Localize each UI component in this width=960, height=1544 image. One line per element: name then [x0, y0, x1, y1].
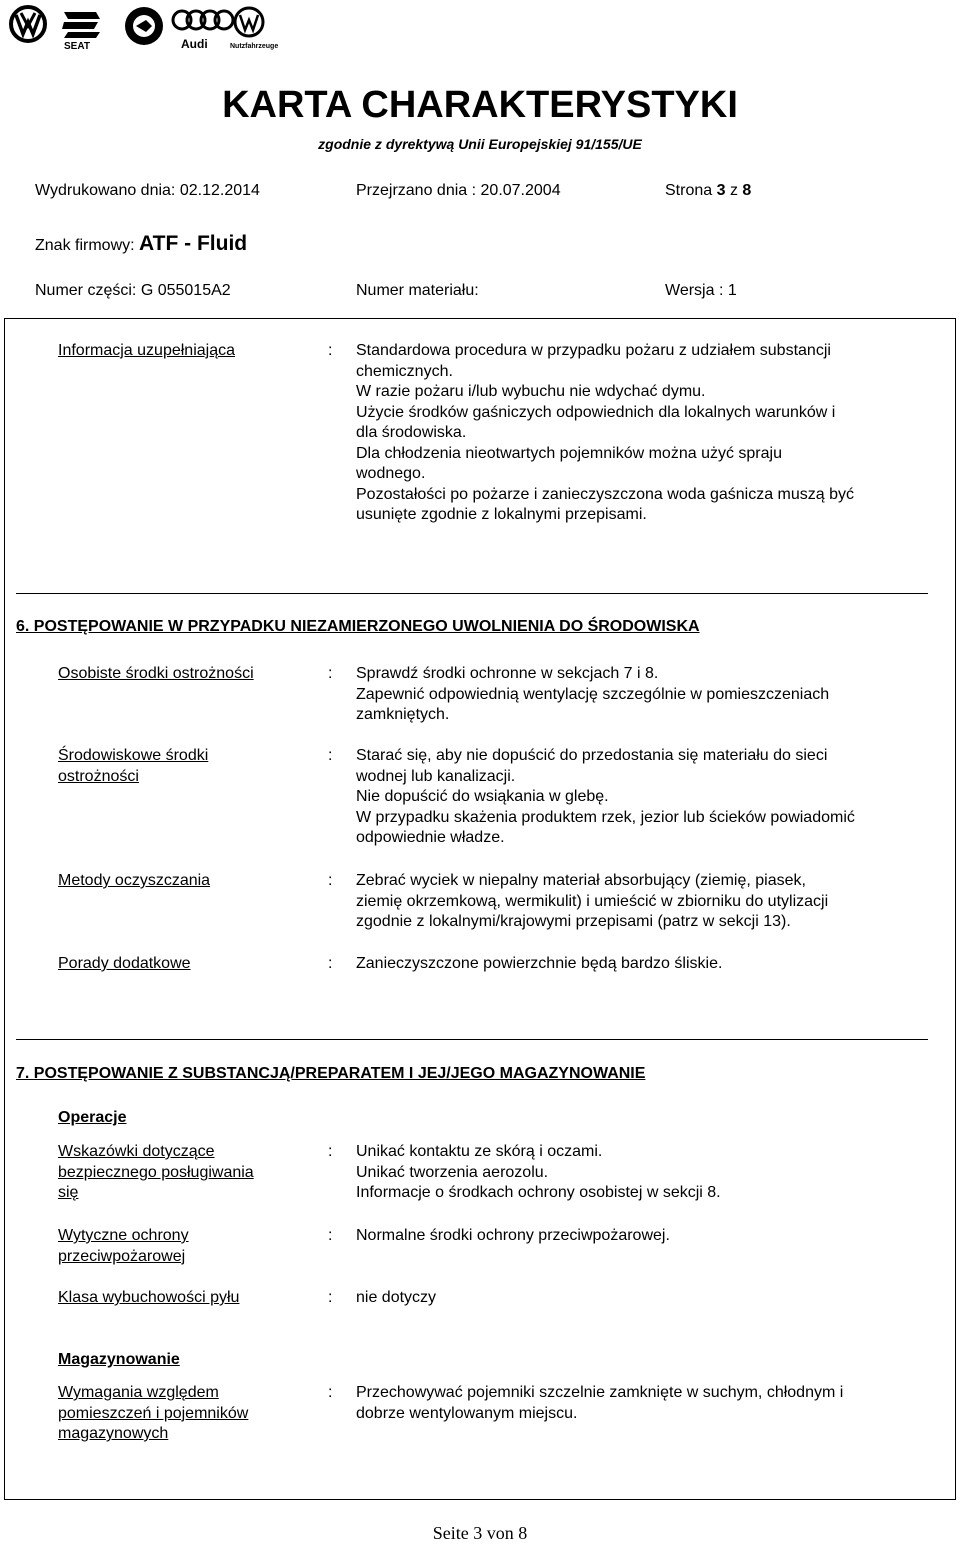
supplementary-label: Informacja uzupełniająca — [58, 342, 235, 359]
printed-label: Wydrukowano dnia: — [35, 182, 176, 199]
vw-commercial-logo-icon — [230, 8, 278, 50]
page-footer: Seite 3 von 8 — [432, 1523, 528, 1543]
text-line: chemicznych. — [356, 362, 453, 380]
environmental-precautions-text — [356, 746, 926, 849]
text-line: zgodnie z lokalnymi/krajowymi przepisami (patrz w sekcji 13). — [356, 913, 791, 930]
personal-precautions-label: Osobiste środki ostrożności — [58, 665, 254, 682]
text-line: Unikać tworzenia aerozolu. — [356, 1163, 549, 1181]
printed-date-field — [35, 182, 260, 200]
colon: : — [328, 1227, 333, 1244]
text-line: Informacje o środkach ochrony osobistej w sekcji 8. — [356, 1184, 721, 1201]
text-line: Dla chłodzenia nieotwartych pojemników można użyć spraju — [356, 444, 782, 462]
reviewed-label: Przejrzano dnia : — [356, 182, 477, 199]
storage-heading: Magazynowanie — [58, 1351, 180, 1368]
part-value: G 055015A2 — [140, 282, 231, 299]
logo-strip — [6, 4, 279, 52]
page-number: 3 — [716, 182, 726, 199]
material-number-field — [356, 282, 479, 300]
version-value: 1 — [727, 282, 737, 299]
dust-explosion-class-text — [356, 1288, 926, 1309]
text-line: wodnej lub kanalizacji. — [356, 767, 516, 785]
brand-label: Znak firmowy: — [35, 237, 135, 254]
text-line: Przechowywać pojemniki szczelnie zamknięte w suchym, chłodnym i — [356, 1384, 844, 1401]
text-line: Nie dopuścić do wsiąkania w glebę. — [356, 788, 609, 805]
printed-date: 02.12.2014 — [179, 182, 260, 199]
document-title: KARTA CHARAKTERYSTYKI — [222, 84, 738, 126]
svg-text:Nutzfahrzeuge: Nutzfahrzeuge — [230, 43, 279, 50]
text-line: zamkniętych. — [356, 706, 450, 723]
skoda-logo-icon — [125, 7, 163, 45]
label-line: Wskazówki dotyczące — [58, 1143, 215, 1160]
reviewed-date: 20.07.2004 — [480, 182, 561, 199]
text-line: wodnego. — [356, 465, 426, 482]
page-total: 8 — [742, 182, 752, 199]
text-line: Zapewnić odpowiednią wentylację szczególnie w pomieszczeniach — [356, 685, 830, 703]
additional-advice-label: Porady dodatkowe — [58, 955, 191, 972]
label-line: bezpiecznego posługiwania — [58, 1163, 254, 1181]
cleanup-methods-text — [356, 871, 926, 933]
colon: : — [328, 955, 333, 972]
section-6-title: 6. POSTĘPOWANIE W PRZYPADKU NIEZAMIERZONEGO UWOLNIENIA DO ŚRODOWISKA — [16, 618, 700, 635]
seat-logo-icon — [62, 12, 100, 52]
fire-protection-text — [356, 1226, 926, 1247]
dust-explosion-class-label: Klasa wybuchowości pyłu — [58, 1289, 240, 1306]
label-line: przeciwpożarowej — [58, 1247, 186, 1265]
safe-handling-label — [58, 1142, 254, 1204]
additional-advice-text — [356, 954, 926, 975]
supplementary-text — [356, 341, 926, 526]
svg-text:SEAT: SEAT — [64, 41, 90, 52]
storage-requirements-text — [356, 1383, 926, 1424]
part-number-field — [35, 282, 231, 300]
text-line: dla środowiska. — [356, 424, 467, 441]
text-line: nie dotyczy — [356, 1289, 437, 1306]
label-line: pomieszczeń i pojemników — [58, 1404, 249, 1422]
document-subtitle: zgodnie z dyrektywą Unii Europejskiej 91/155/UE — [318, 136, 642, 152]
text-line: Zanieczyszczone powierzchnie będą bardzo śliskie. — [356, 955, 723, 972]
text-line: usunięte zgodnie z lokalnymi przepisami. — [356, 506, 647, 523]
label-line: się — [58, 1184, 79, 1201]
text-line: Normalne środki ochrony przeciwpożarowej. — [356, 1227, 670, 1244]
label-line: Wytyczne ochrony — [58, 1227, 189, 1244]
material-label: Numer materiału: — [356, 282, 479, 299]
section-divider — [16, 593, 928, 594]
operations-heading: Operacje — [58, 1109, 127, 1126]
vw-logo-icon — [11, 7, 45, 41]
text-line: odpowiednie władze. — [356, 829, 505, 846]
version-label: Wersja : — [665, 282, 724, 299]
storage-requirements-label — [58, 1383, 248, 1445]
part-label: Numer części: — [35, 282, 137, 299]
cleanup-methods-label: Metody oczyszczania — [58, 872, 211, 889]
label-line: magazynowych — [58, 1425, 169, 1442]
text-line: dobrze wentylowanym miejscu. — [356, 1404, 578, 1422]
colon: : — [328, 665, 333, 682]
text-line: Starać się, aby nie dopuścić do przedostania się materiału do sieci — [356, 747, 828, 764]
text-line: Standardowa procedura w przypadku pożaru z udziałem substancji — [356, 342, 831, 359]
audi-logo-icon — [173, 11, 233, 51]
svg-text:Audi: Audi — [181, 37, 208, 51]
section-7-title: 7. POSTĘPOWANIE Z SUBSTANCJĄ/PREPARATEM I JEJ/JEGO MAGAZYNOWANIE — [16, 1065, 646, 1082]
text-line: Użycie środków gaśniczych odpowiednich dla lokalnych warunków i — [356, 403, 836, 421]
text-line: W razie pożaru i/lub wybuchu nie wdychać dymu. — [356, 383, 706, 400]
colon: : — [328, 747, 333, 764]
section-divider — [16, 1039, 928, 1040]
text-line: W przypadku skażenia produktem rzek, jezior lub ścieków powiadomić — [356, 808, 855, 826]
text-line: Zebrać wyciek w niepalny materiał absorbujący (ziemię, piasek, — [356, 872, 806, 889]
page-of: z — [729, 182, 738, 199]
text-line: Sprawdź środki ochronne w sekcjach 7 i 8. — [356, 665, 659, 682]
label-line: Środowiskowe środki — [58, 747, 209, 764]
colon: : — [328, 1384, 333, 1401]
page-label: Strona — [665, 182, 713, 199]
colon: : — [328, 1143, 333, 1160]
brand-logos — [6, 4, 279, 52]
page-indicator — [665, 182, 751, 200]
colon: : — [328, 342, 333, 359]
label-line: ostrożności — [58, 767, 139, 785]
version-field — [665, 282, 737, 300]
brand-field — [35, 232, 247, 256]
brand-value: ATF - Fluid — [139, 232, 248, 255]
colon: : — [328, 872, 333, 889]
safe-handling-text — [356, 1142, 926, 1204]
text-line: ziemię okrzemkową, wermikulit) i umieścić w zbiorniku do utylizacji — [356, 892, 829, 910]
reviewed-date-field — [356, 182, 561, 200]
environmental-precautions-label — [58, 746, 208, 787]
text-line: Pozostałości po pożarze i zanieczyszczona woda gaśnicza muszą być — [356, 485, 855, 503]
fire-protection-label — [58, 1226, 189, 1267]
personal-precautions-text — [356, 664, 926, 726]
colon: : — [328, 1289, 333, 1306]
text-line: Unikać kontaktu ze skórą i oczami. — [356, 1143, 603, 1160]
label-line: Wymagania względem — [58, 1384, 219, 1401]
